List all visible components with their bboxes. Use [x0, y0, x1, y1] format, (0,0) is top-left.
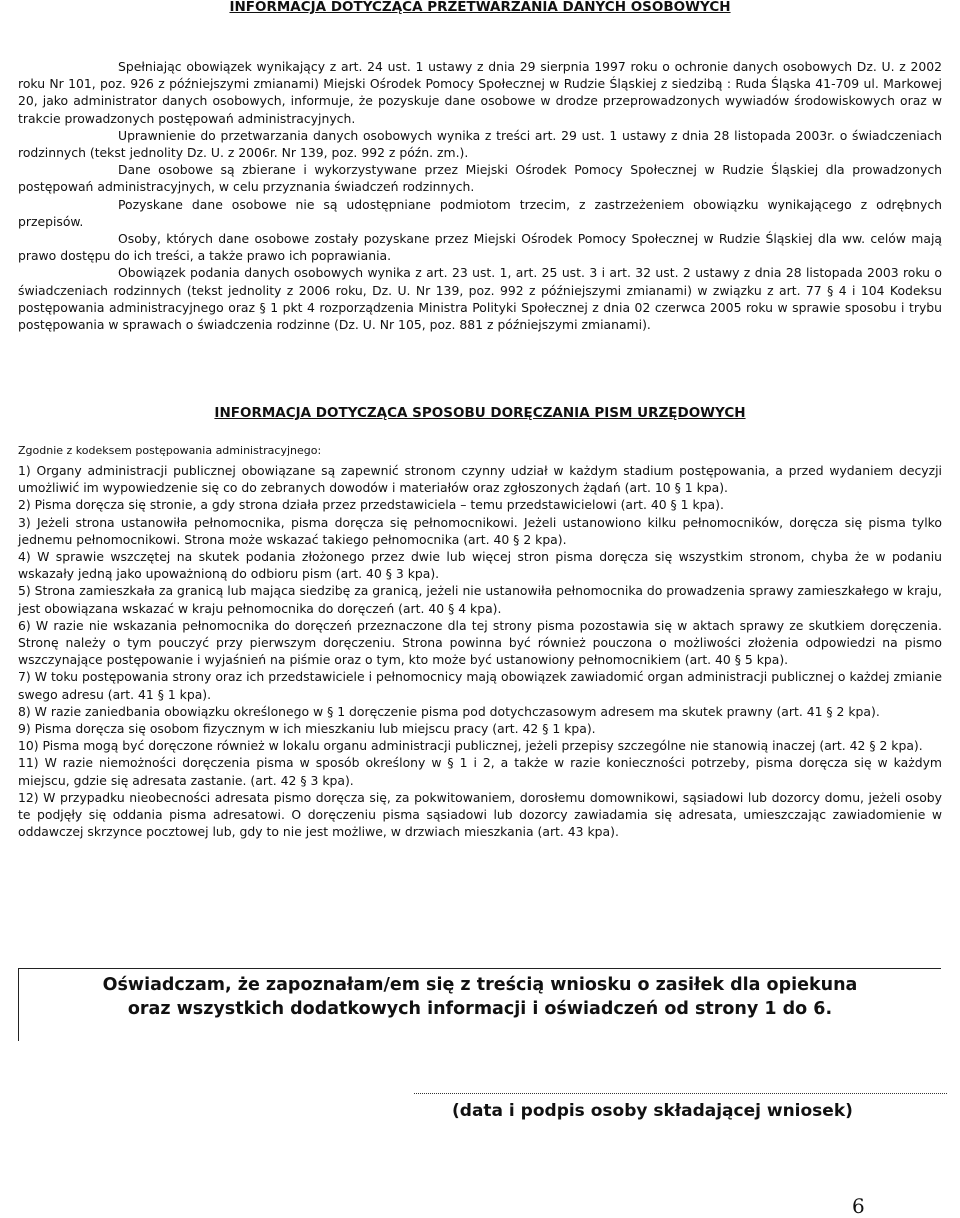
page-number: 6 — [852, 1194, 865, 1218]
list-item: 1) Organy administracji publicznej obowiązane są zapewnić stronom czynny udział w każdym stadium postępowania, a przed wydaniem decyzji umożliwić im wypowiedzenie się co do zebranych dowodów i materiałów oraz zgłoszonych żądań (art. 10 § 1 kpa). — [18, 463, 942, 496]
paragraph: Dane osobowe są zbierane i wykorzystywane przez Miejski Ośrodek Pomocy Społecznej w Rudzie Śląskiej dla prowadzonych postępowań administracyjnych, w celu przyznania świadczeń rodzinnych. — [18, 162, 942, 195]
signature-dotted-line — [414, 1092, 947, 1094]
declaration-box — [18, 968, 941, 1041]
section2-title: INFORMACJA DOTYCZĄCA SPOSOBU DORĘCZANIA PISM URZĘDOWYCH — [214, 405, 746, 421]
paragraph: Osoby, których dane osobowe zostały pozyskane przez Miejski Ośrodek Pomocy Społecznej w Rudzie Śląskiej dla ww. celów mają prawo dostępu do ich treści, a także prawo ich poprawiania. — [18, 231, 942, 264]
section1-title: INFORMACJA DOTYCZĄCA PRZETWARZANIA DANYCH OSOBOWYCH — [229, 0, 731, 15]
paragraph: Uprawnienie do przetwarzania danych osobowych wynika z treści art. 29 ust. 1 ustawy z dnia 28 listopada 2003r. o świadczeniach rodzinnych (tekst jednolity Dz. U. z 2006r. Nr 139, poz. 992 z późn. zm.). — [18, 127, 942, 161]
list-item: 5) Strona zamieszkała za granicą lub mająca siedzibę za granicą, jeżeli nie ustanowiła pełnomocnika do prowadzenia sprawy zamieszkałego w kraju, jest obowiązana wskazać w kraju pełnomocnika do doręczeń (art. 40 § 4 kpa). — [18, 583, 942, 616]
list-item: 12) W przypadku nieobecności adresata pismo doręcza się, za pokwitowaniem, dorosłemu domownikowi, sąsiadowi lub dozorcy domu, jeżeli osoby te podjęły się oddania pisma adresatowi. O doręczeniu pisma sąsiadowi lub dozorcy zawiadamia się adresata, umieszczając zawiadomienie w oddawczej skrzynce pocztowej lub, gdy to nie jest możliwe, w drzwiach mieszkania (art. 43 kpa). — [18, 789, 942, 840]
list-item: 10) Pisma mogą być doręczone również w lokalu organu administracji publicznej, jeżeli przepisy szczególne nie stanowią inaczej (art. 42 § 2 kpa). — [18, 738, 923, 754]
list-item: 4) W sprawie wszczętej na skutek podania złożonego przez dwie lub więcej stron pisma doręcza się wszystkim stronom, chyba że w podaniu wskazały jedną jako upoważnioną do odbioru pism (art. 40 § 3 kpa). — [18, 549, 942, 582]
list-item: 2) Pisma doręcza się stronie, a gdy strona działa przez przedstawiciela – temu przedstawicielowi (art. 40 § 1 kpa). — [18, 497, 724, 513]
signature-label: (data i podpis osoby składającej wniosek) — [452, 1101, 853, 1121]
section2-intro: Zgodnie z kodeksem postępowania administracyjnego: — [18, 444, 322, 457]
paragraph: Pozyskane dane osobowe nie są udostępniane podmiotom trzecim, z zastrzeżeniem obowiązku wynikającego z odrębnych przepisów. — [18, 196, 942, 229]
list-item: 6) W razie nie wskazania pełnomocnika do doręczeń przeznaczone dla tej strony pisma pozostawia się w aktach sprawy ze skutkiem doręczenia. Stronę należy o tym pouczyć przy pierwszym doręczeniu. Strona powinna być również pouczona o możliwości złożenia odpowiedzi na pismo wszczynające postępowanie i wyjaśnień na piśmie oraz o tym, kto może być ustanowiony pełnomocnikiem (art. 40 § 5 kpa). — [18, 617, 942, 668]
document-delivery-section — [18, 444, 942, 840]
list-item: 8) W razie zaniedbania obowiązku określonego w § 1 doręczenie pisma pod dotychczasowym adresem ma skutek prawny (art. 41 § 2 kpa). — [18, 703, 880, 719]
list-item: 11) W razie niemożności doręczenia pisma w sposób określony w § 1 i 2, a także w razie konieczności potrzeby, pisma doręcza się w każdym miejscu, gdzie się adresata zastanie. (art. 42 § 3 kpa). — [18, 755, 942, 788]
list-item: 7) W toku postępowania strony oraz ich przedstawiciele i pełnomocnicy mają obowiązek zawiadomić organ administracji publicznej o każdej zmianie swego adresu (art. 41 § 1 kpa). — [18, 669, 942, 702]
list-item: 3) Jeżeli strona ustanowiła pełnomocnika, pisma doręcza się pełnomocnikowi. Jeżeli ustanowiono kilku pełnomocników, doręcza się pisma tylko jednemu pełnomocnikowi. Strona może wskazać takiego pełnomocnika (art. 40 § 2 kpa). — [18, 514, 942, 547]
paragraph: Spełniając obowiązek wynikający z art. 24 ust. 1 ustawy z dnia 29 sierpnia 1997 roku o ochronie danych osobowych Dz. U. z 2002 roku Nr 101, poz. 926 z późniejszymi zmianami) Miejski Ośrodek Pomocy Społecznej w Rudzie Śląskiej z siedzibą : Ruda Śląska 41-709 ul. Markowej 20, jako administrator danych osobowych, informuje, że pozyskuje dane osobowe w drodze przeprowadzonych wywiadów środowiskowych oraz w trakcie prowadzonych postępowań administracyjnych. — [18, 59, 942, 126]
data-processing-section — [18, 58, 942, 333]
declaration-line-2: oraz wszystkich dodatkowych informacji i oświadczeń od strony 1 do 6. — [127, 999, 833, 1019]
declaration-line-1: Oświadczam, że zapoznałam/em się z treścią wniosku o zasiłek dla opiekuna — [102, 975, 858, 995]
list-item: 9) Pisma doręcza się osobom fizycznym w ich mieszkaniu lub miejscu pracy (art. 42 § 1 kpa). — [18, 721, 596, 737]
document-page — [18, 0, 942, 1218]
paragraph: Obowiązek podania danych osobowych wynika z art. 23 ust. 1, art. 25 ust. 3 i art. 32 ust. 2 ustawy z dnia 28 listopada 2003 roku o świadczeniach rodzinnych (tekst jednolity z 2006 roku, Dz. U. Nr 139, poz. 992 z późniejszymi zmianami) w związku z art. 77 § 4 i 104 Kodeksu postępowania administracyjnego oraz § 1 pkt 4 rozporządzenia Ministra Polityki Społecznej z dnia 02 czerwca 2005 roku w sprawie sposobu i trybu postępowania w sprawach o świadczenia rodzinne (Dz. U. Nr 105, poz. 881 z późniejszymi zmianami). — [18, 265, 942, 333]
